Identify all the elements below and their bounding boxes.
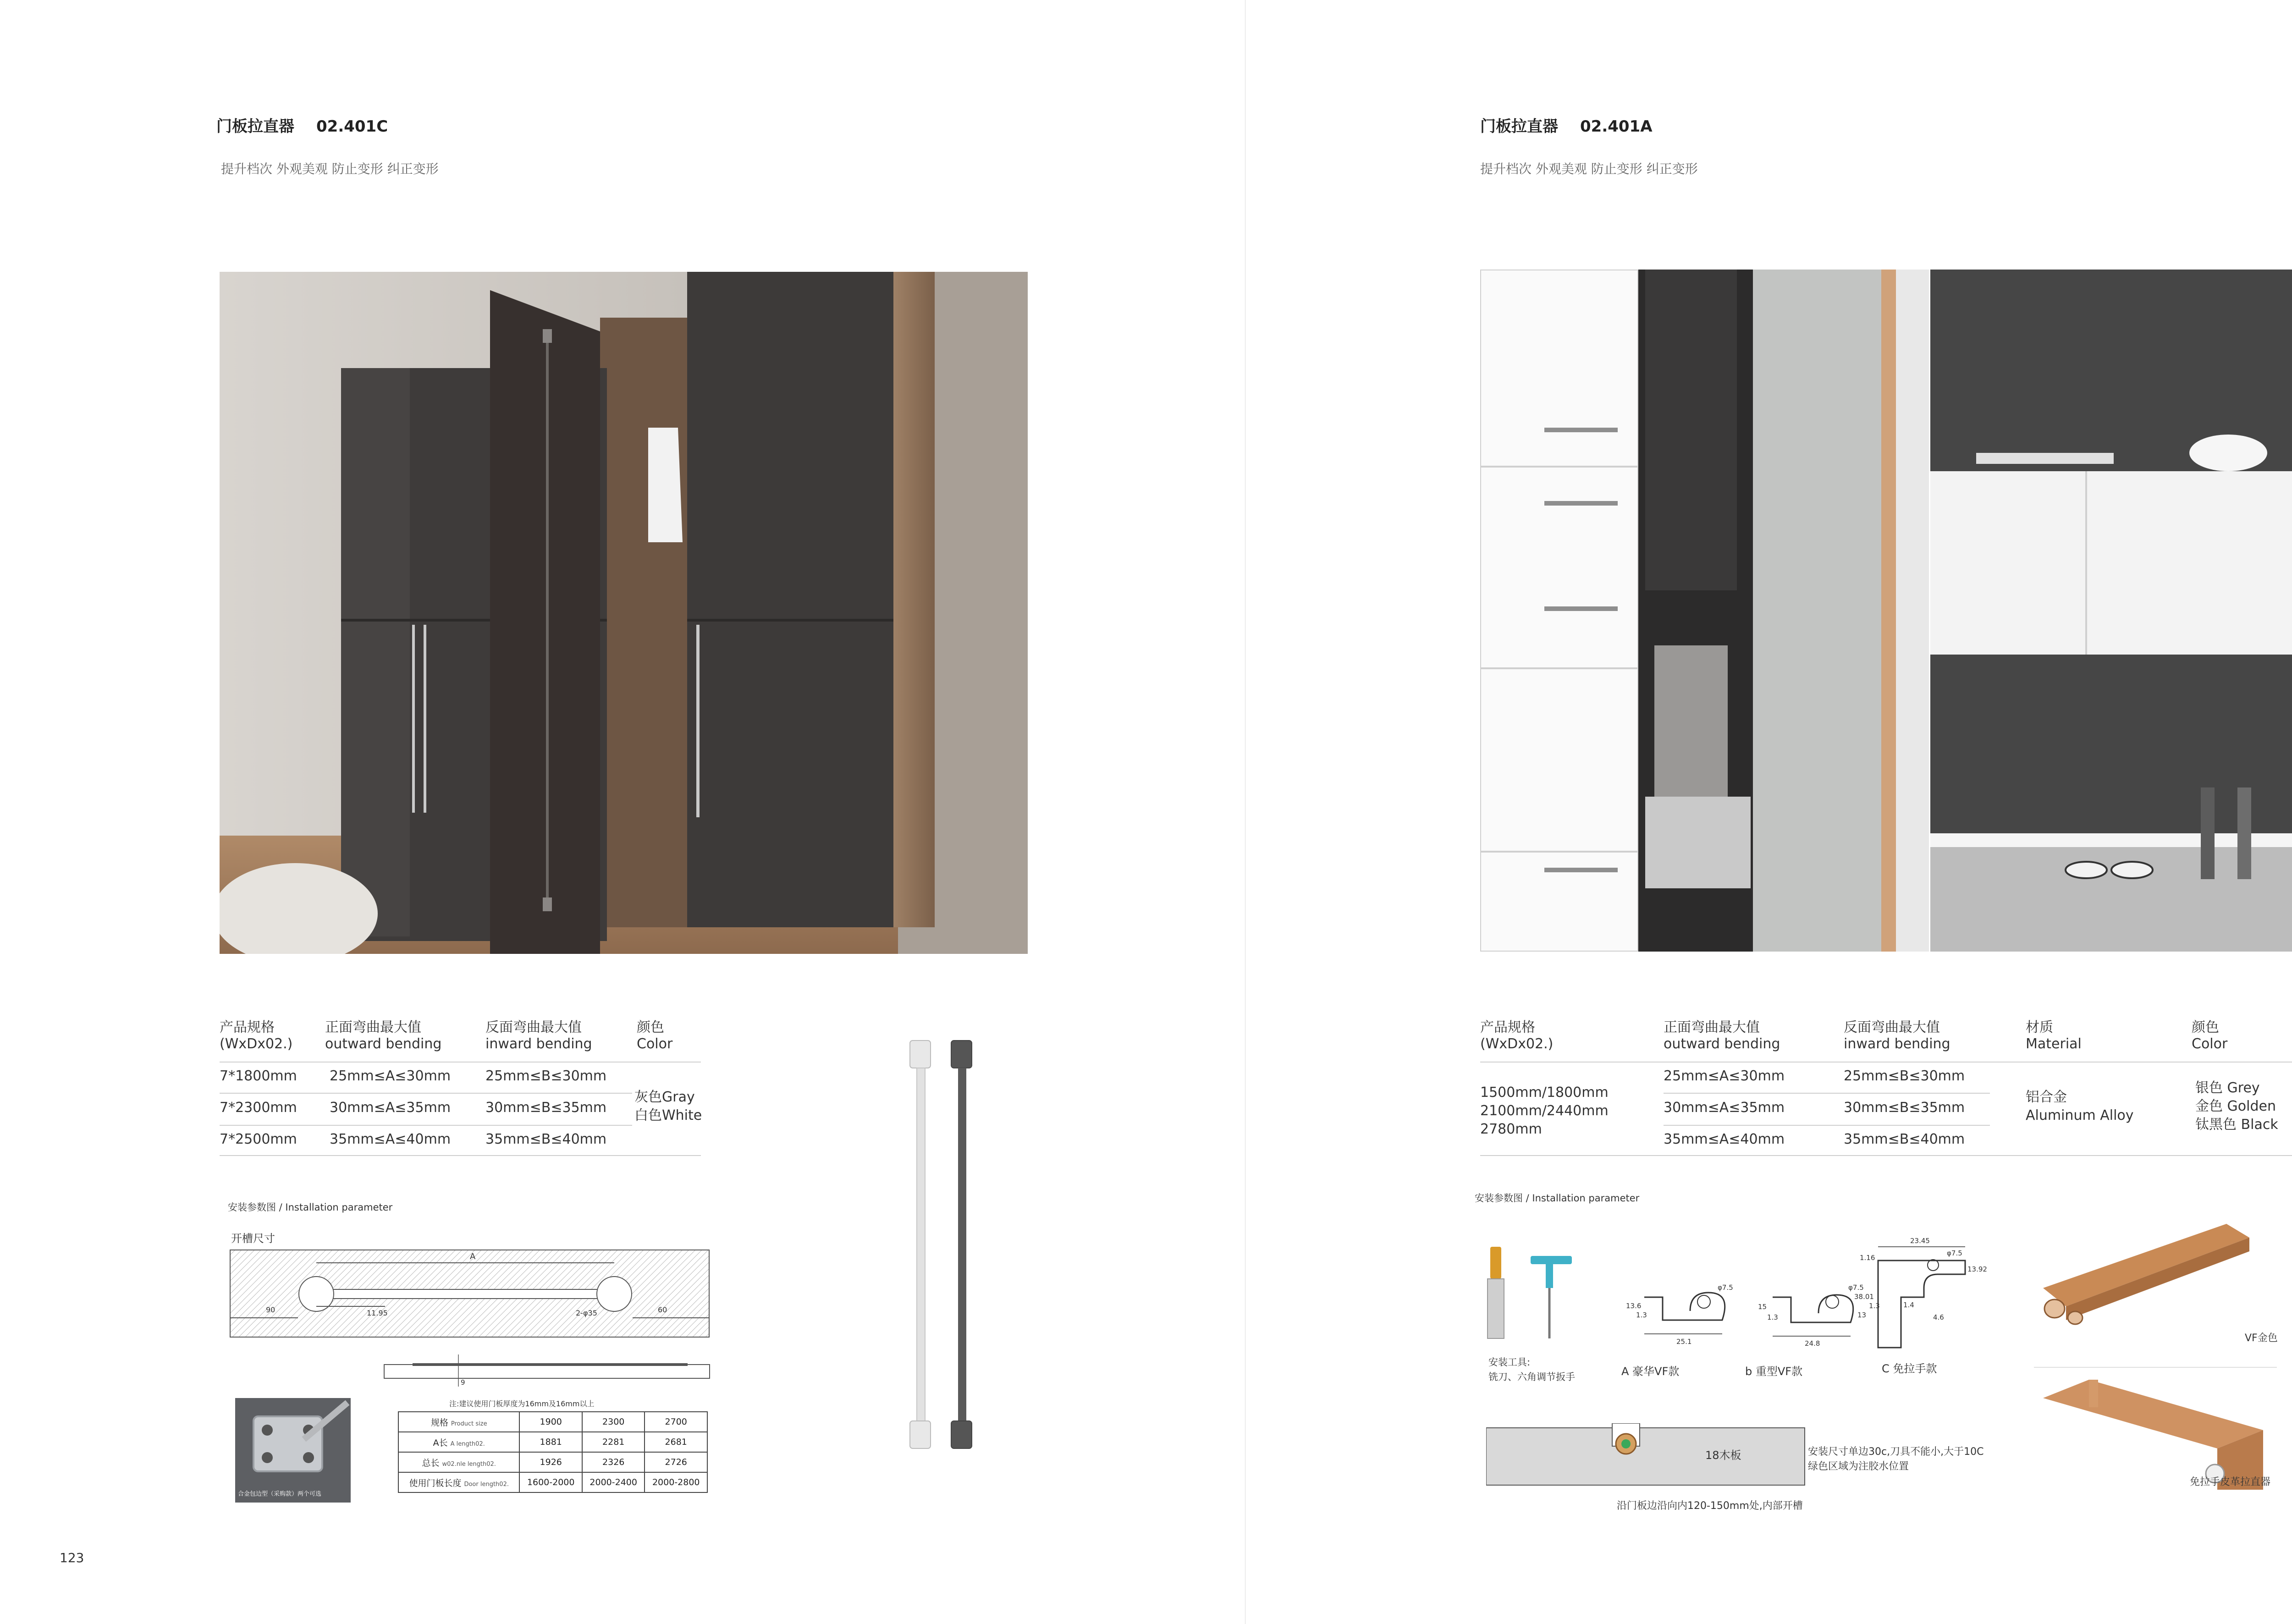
dim-label: 1.16 [1860, 1254, 1875, 1262]
dim-label: 13.6 [1626, 1302, 1642, 1310]
board-diagram [1486, 1423, 1807, 1487]
divider [1664, 1125, 1990, 1126]
divider [220, 1155, 701, 1156]
product-name: 门板拉直器 [216, 117, 294, 136]
tools-label: 安装工具: 铣刀、六角调节扳手 [1488, 1357, 1575, 1382]
closet-photo [1480, 270, 1929, 952]
dim-right: 60 [658, 1305, 667, 1314]
page-title [1480, 114, 1653, 136]
vf-gold-label: VF金色 [2245, 1332, 2278, 1344]
divider [1664, 1093, 1990, 1094]
dim-label: 23.45 [1910, 1237, 1930, 1245]
dim-label: 1.3 [1869, 1302, 1880, 1310]
board-slot-drawing [1486, 1423, 1807, 1487]
shelf-illustration [1930, 270, 2292, 952]
row-outward: 30mm≤A≤35mm [330, 1100, 451, 1116]
dim-left: 90 [266, 1305, 275, 1314]
slot-drawing [229, 1249, 711, 1391]
thickness-note: 注:建议使用门板厚度为16mm及16mm以上 [449, 1399, 595, 1408]
board-label: 18木板 [1705, 1449, 1741, 1462]
dim-label: 1.3 [1767, 1313, 1778, 1321]
right-page [1245, 0, 2292, 1624]
material-value: 铝合金 Aluminum Alloy [2026, 1089, 2134, 1123]
wardrobe-photo [220, 272, 1028, 954]
profile-b-label: b 重型VF款 [1745, 1365, 1803, 1378]
page-title [216, 114, 388, 136]
slot-note: 沿门板边沿向内120-150mm处,内部开槽 [1617, 1500, 1803, 1512]
row-outward: 35mm≤A≤40mm [330, 1131, 451, 1147]
row-inward: 35mm≤B≤40mm [1844, 1131, 1965, 1147]
row-inward: 35mm≤B≤40mm [485, 1131, 607, 1147]
bracket-caption: 合金包边型（采购款）两个可选 [238, 1491, 322, 1497]
row-outward: 25mm≤A≤30mm [330, 1068, 451, 1084]
product-code: 02.401C [316, 117, 388, 136]
dim-a: A [470, 1252, 476, 1261]
dim-label: φ7.5 [1718, 1283, 1733, 1292]
install-note: 安装尺寸单边30c,刀具不能小,大于10C 绿色区域为注胶水位置 [1808, 1446, 1984, 1472]
row-inward: 25mm≤B≤30mm [485, 1068, 607, 1084]
divider [2034, 1367, 2277, 1368]
table-row: 规格 Product size 1900 2300 2700 [398, 1412, 707, 1432]
size-list: 1500mm/1800mm 2100mm/2440mm 2780mm [1480, 1085, 1609, 1137]
row-outward: 35mm≤A≤40mm [1664, 1131, 1785, 1147]
color-options: 灰色Gray 白色White [634, 1089, 702, 1123]
dim-mid: 11.95 [367, 1309, 388, 1317]
router-bit-and-wrench [1480, 1247, 1586, 1343]
dim-label: 13.92 [1967, 1265, 1987, 1273]
profile-c-label: C 免拉手款 [1882, 1362, 1937, 1375]
handleless-label: 免拉手皮革拉直器 [2190, 1476, 2271, 1488]
dim-label: 1.3 [1636, 1311, 1647, 1319]
product-subtitle: 提升档次 外观美观 防止变形 纠正变形 [1480, 161, 1698, 176]
row-inward: 30mm≤B≤35mm [485, 1100, 607, 1116]
header-color: 颜色 Color [637, 1019, 673, 1052]
straightener-rods [905, 1036, 979, 1453]
divider [220, 1125, 632, 1126]
bracket-photo [235, 1398, 351, 1503]
table-row: A长 A length02. 1881 2281 2681 [398, 1432, 707, 1452]
dim-label: 38.01 [1854, 1293, 1874, 1301]
dim-label: 24.8 [1805, 1339, 1820, 1348]
row-size: 7*2300mm [220, 1100, 297, 1116]
install-heading: 安装参数图 / Installation parameter [228, 1202, 393, 1213]
install-heading: 安装参数图 / Installation parameter [1475, 1193, 1640, 1204]
table-row: 使用门板长度 Door length02. 1600-2000 2000-2400 2000-2800 [398, 1472, 707, 1492]
profile-a-label: A 豪华VF款 [1621, 1365, 1680, 1378]
param-table [398, 1411, 708, 1493]
row-outward: 25mm≤A≤30mm [1664, 1068, 1785, 1084]
row-size: 7*2500mm [220, 1131, 297, 1147]
dim-depth: 9 [461, 1378, 465, 1387]
slot-diagram [229, 1249, 711, 1391]
header-size: 产品规格 (WxDx02.) [1480, 1019, 1554, 1052]
profile-c-drawing [1851, 1233, 1988, 1357]
row-size: 7*1800mm [220, 1068, 297, 1084]
table-row: 总长 w02.nle length02. 1926 2326 2726 [398, 1452, 707, 1472]
dim-label: 4.6 [1933, 1313, 1944, 1321]
color-options: 银色 Grey 金色 Golden 钛黑色 Black [2195, 1080, 2278, 1133]
profile-a-drawing [1626, 1279, 1745, 1357]
header-inward: 反面弯曲最大值 inward bending [485, 1019, 592, 1052]
dim-label: 1.4 [1903, 1301, 1914, 1309]
header-size: 产品规格 (WxDx02.) [220, 1019, 293, 1052]
shelf-photo [1930, 270, 2292, 952]
dim-label: 13 [1857, 1311, 1867, 1319]
wardrobe-illustration [220, 272, 1028, 954]
vf-gold-profile [2034, 1219, 2281, 1357]
row-inward: 30mm≤B≤35mm [1844, 1100, 1965, 1116]
dim-label: φ7.5 [1947, 1249, 1962, 1257]
dim-label: 25.1 [1676, 1338, 1692, 1346]
slot-size-label: 开槽尺寸 [231, 1232, 275, 1245]
dim-label: 15 [1758, 1303, 1767, 1311]
divider [220, 1093, 632, 1094]
bracket-illustration [235, 1398, 351, 1503]
header-color: 颜色 Color [2192, 1019, 2228, 1052]
row-inward: 25mm≤B≤30mm [1844, 1068, 1965, 1084]
dim-hole: 2-φ35 [576, 1309, 597, 1317]
product-code: 02.401A [1580, 117, 1653, 136]
product-subtitle: 提升档次 外观美观 防止变形 纠正变形 [221, 161, 439, 176]
header-inward: 反面弯曲最大值 inward bending [1844, 1019, 1950, 1052]
header-outward: 正面弯曲最大值 outward bending [1664, 1019, 1780, 1052]
divider [1480, 1155, 2292, 1156]
page-number: 123 [60, 1550, 84, 1565]
row-outward: 30mm≤A≤35mm [1664, 1100, 1785, 1116]
vf-gold-illustration [2034, 1219, 2281, 1357]
spec-table [220, 1019, 701, 1157]
header-outward: 正面弯曲最大值 outward bending [325, 1019, 442, 1052]
closet-illustration [1480, 270, 1929, 952]
header-material: 材质 Material [2026, 1019, 2082, 1052]
tools-illustration [1480, 1247, 1586, 1343]
spec-table [1480, 1019, 2292, 1157]
rods-illustration [905, 1036, 979, 1453]
dim-label: φ7.5 [1848, 1283, 1864, 1292]
product-name: 门板拉直器 [1480, 117, 1558, 136]
